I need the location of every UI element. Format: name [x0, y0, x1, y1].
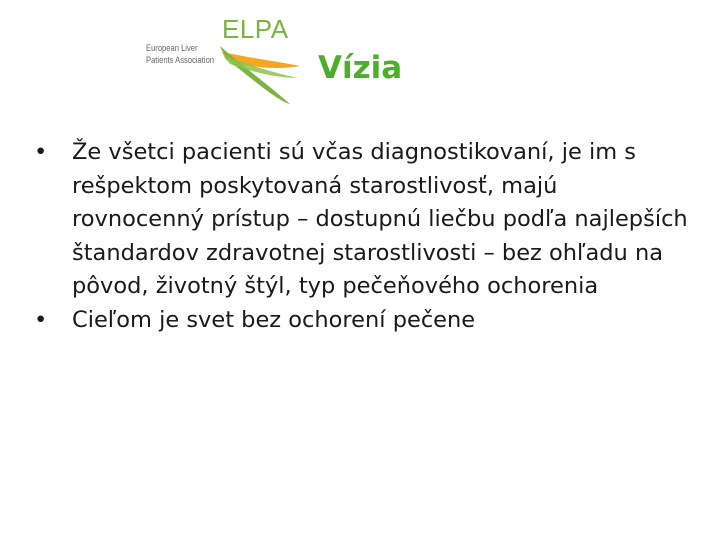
bullet-icon: •: [34, 306, 48, 333]
logo-wordmark: ELPA: [222, 14, 289, 44]
bullet-text: Že všetci pacienti sú včas diagnostikovaní, je im s rešpektom poskytovaná starostlivosť, majú rovnocenný prístup – dostupnú liečbu podľa najlepších štandardov zdravotnej starostlivosti – bez ohľadu na pôvod, životný štýl, typ pečeňového ochorenia: [72, 139, 688, 299]
bullet-icon: •: [34, 139, 48, 165]
bullet-text: Cieľom je svet bez ochorení pečene: [72, 306, 476, 333]
logo-subtitle-line1: European Liver: [146, 43, 198, 54]
logo-subtitle: [146, 43, 218, 67]
slide-title: Vízia: [318, 50, 403, 86]
bullet-item: [34, 136, 694, 304]
logo-subtitle-line2: Patients Association: [146, 55, 215, 66]
bullet-item: [34, 304, 694, 338]
bullet-list: [34, 136, 694, 337]
elpa-logo: [140, 12, 300, 108]
